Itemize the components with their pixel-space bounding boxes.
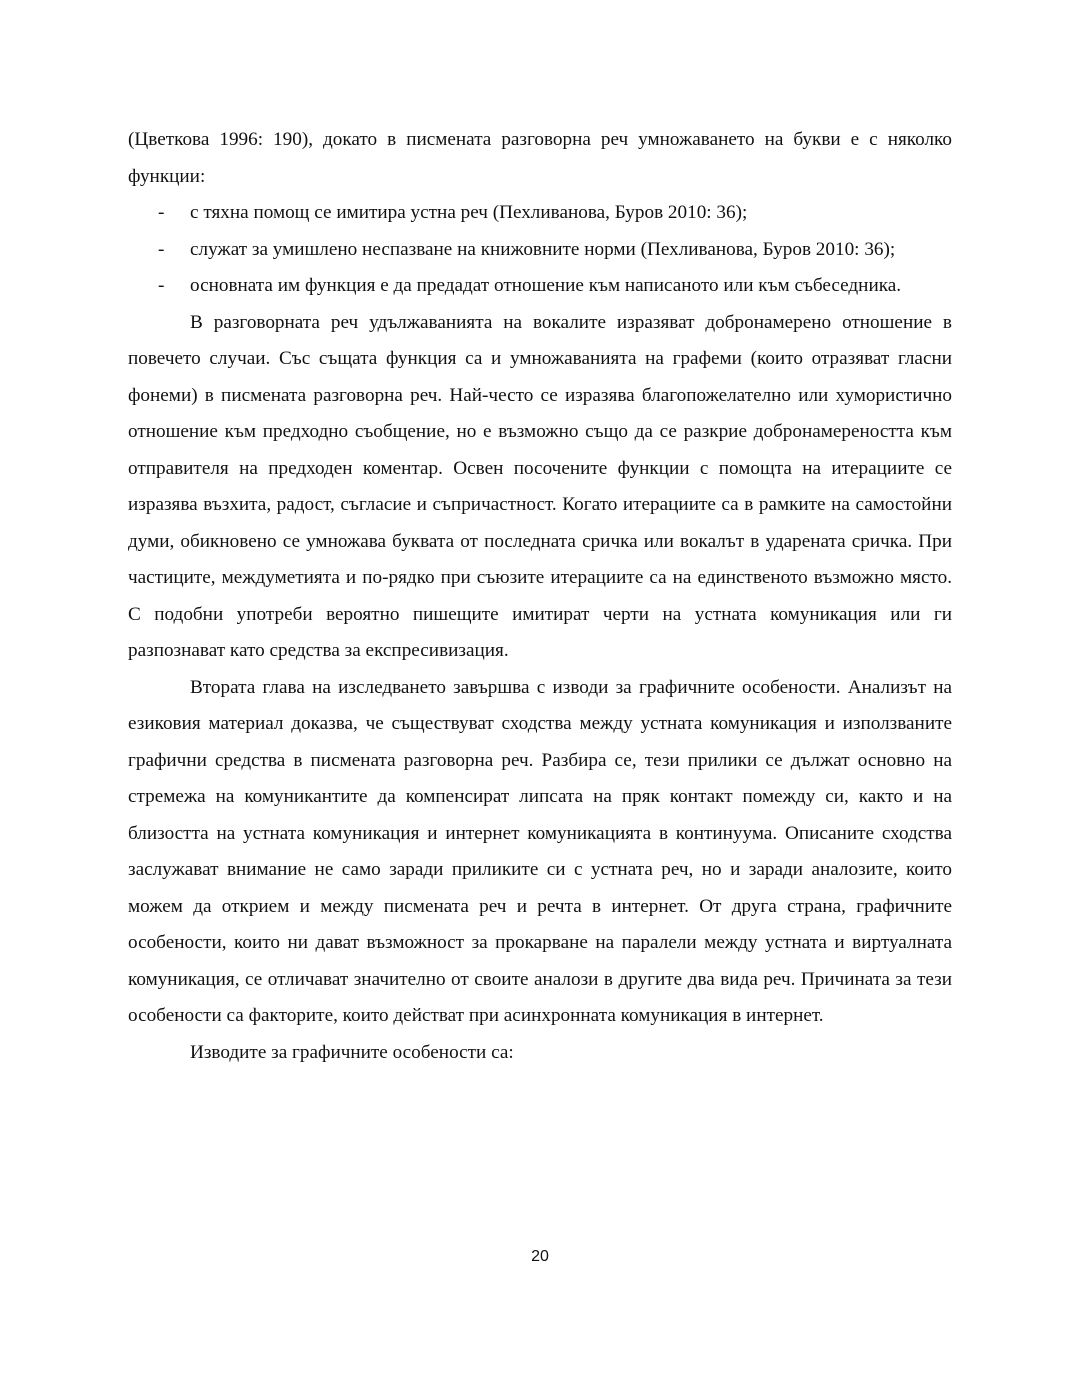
list-item <box>128 195 952 232</box>
list-item-text: основната им функция е да предадат отношение към написаното или към събеседника. <box>190 275 902 296</box>
list-item <box>128 232 952 269</box>
list-item-text: с тяхна помощ се имитира устна реч (Пехливанова, Буров 2010: 36); <box>190 202 748 223</box>
list-item <box>128 268 952 305</box>
list-item-text: служат за умишлено неспазване на книжовните норми (Пехливанова, Буров 2010: 36); <box>190 238 896 260</box>
body-paragraph-vowel-lengthening: В разговорната реч удължаванията на вокалите изразяват добронамерено отношение в повечето случаи. Със същата функция са и умножаванията на графеми (които отразяват гласни фонеми) в писмената разговорна реч. Най-често се изразява благопожелателно или хумористично отношение към предходно съобщение, но е възможно също да се разкрие добронамереността към отправителя на предходен коментар. Освен посочените функции с помощта на итерациите се изразява възхита, радост, съгласие и съпричастност. Когато итерациите са в рамките на самостойни думи, обикновено се умножава буквата от последната сричка или вокалът в ударената сричка. При частиците, междуметията и по-рядко при съюзите итерациите са на единственото възможно място. С подобни употреби вероятно пишещите имитират черти на устната комуникация или ги разпознават като средства за експресивизация. <box>128 311 952 661</box>
body-paragraph-chapter-conclusion: Втората глава на изследването завършва с изводи за графичните особености. Анализът на езиковия материал доказва, че съществуват сходства между устната комуникация и използваните графични средства в писмената разговорна реч. Разбира се, тези прилики се дължат основно на стремежа на комуникантите да компенсират липсата на пряк контакт помежду си, както и на близостта на устната комуникация и интернет комуникацията в континуума. Описаните сходства заслужават внимание не само заради приликите си с устната реч, но и заради аналозите, които можем да открием и между писмената реч и речта в интернет. От друга страна, графичните особености, които ни дават възможност за прокарване на паралели между устната и виртуалната комуникация, се отличават значително от своите аналози в другите два вида реч. Причината за тези особености са факторите, които действат при асинхронната комуникация в интернет. <box>128 676 952 1026</box>
list-bullet: - <box>158 238 165 260</box>
page-body <box>128 122 952 1071</box>
list-bullet: - <box>158 202 165 223</box>
body-paragraph-conclusions-intro: Изводите за графичните особености са: <box>190 1041 514 1063</box>
list-bullet: - <box>158 275 165 296</box>
page-number: 20 <box>531 1248 549 1265</box>
intro-paragraph: (Цветкова 1996: 190), докато в писмената разговорна реч умножаването на букви е с няколко функции: <box>128 129 952 187</box>
function-list <box>128 195 952 305</box>
